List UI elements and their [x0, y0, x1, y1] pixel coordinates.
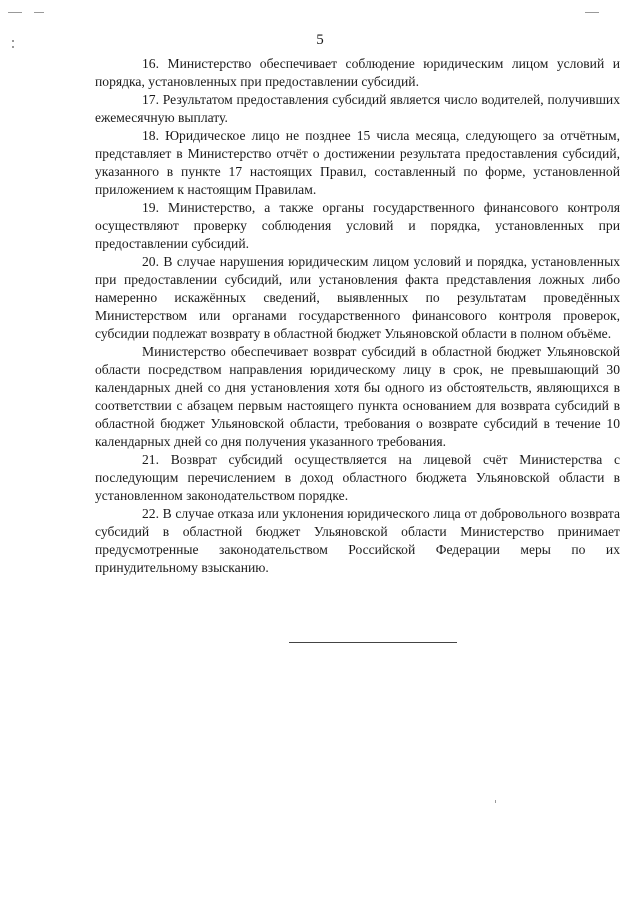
scan-artifact — [495, 800, 496, 803]
paragraph-21: 21. Возврат субсидий осуществляется на лицевой счёт Министерства с последующим перечислением в доход областного бюджета Ульяновской области в установленном законодательством порядке. — [95, 452, 620, 503]
paragraph-18: 18. Юридическое лицо не позднее 15 числа месяца, следующего за отчётным, представляет в Министерство отчёт о достижении результата предоставления субсидий, указанного в пункте 17 настоящих Правил, составленный по форме, установленной приложением к настоящим Правилам. — [95, 128, 620, 197]
document-body — [95, 55, 620, 577]
scan-artifact — [585, 12, 599, 13]
end-of-document-rule — [289, 642, 457, 643]
paragraph-22: 22. В случае отказа или уклонения юридического лица от добровольного возврата субсидий в областной бюджет Ульяновской области Министерство принимает предусмотренные законодательством Российской Федерации меры по их принудительному взысканию. — [95, 506, 620, 575]
paragraph-17: 17. Результатом предоставления субсидий является число водителей, получивших ежемесячную выплату. — [95, 92, 620, 125]
page-number: 5 — [316, 32, 324, 48]
paragraph-16: 16. Министерство обеспечивает соблюдение юридическим лицом условий и порядка, установленных при предоставлении субсидий. — [95, 56, 620, 89]
paragraph-19: 19. Министерство, а также органы государственного финансового контроля осуществляют проверку соблюдения условий и порядка, установленных при предоставлении субсидий. — [95, 200, 620, 251]
paragraph-20-continuation: Министерство обеспечивает возврат субсидий в областной бюджет Ульяновской области посредством направления юридическому лицу в срок, не превышающий 30 календарных дней со дня установления хотя бы одного из обстоятельств, являющихся в соответствии с абзацем первым настоящего пункта основанием для возврата субсидий в областной бюджет Ульяновской области, требования о возврате субсидий в течение 10 календарных дней со дня получения указанного требования. — [95, 344, 620, 449]
scan-artifact — [34, 12, 44, 13]
paragraph-20: 20. В случае нарушения юридическим лицом условий и порядка, установленных при предоставлении субсидий, или установления факта представления ложных либо намеренно искажённых сведений, выявленных по результатам проведённых Министерством или органами государственного финансового контроля проверок, субсидии подлежат возврату в областной бюджет Ульяновской области в полном объёме. — [95, 254, 620, 341]
scan-artifact — [8, 12, 22, 13]
